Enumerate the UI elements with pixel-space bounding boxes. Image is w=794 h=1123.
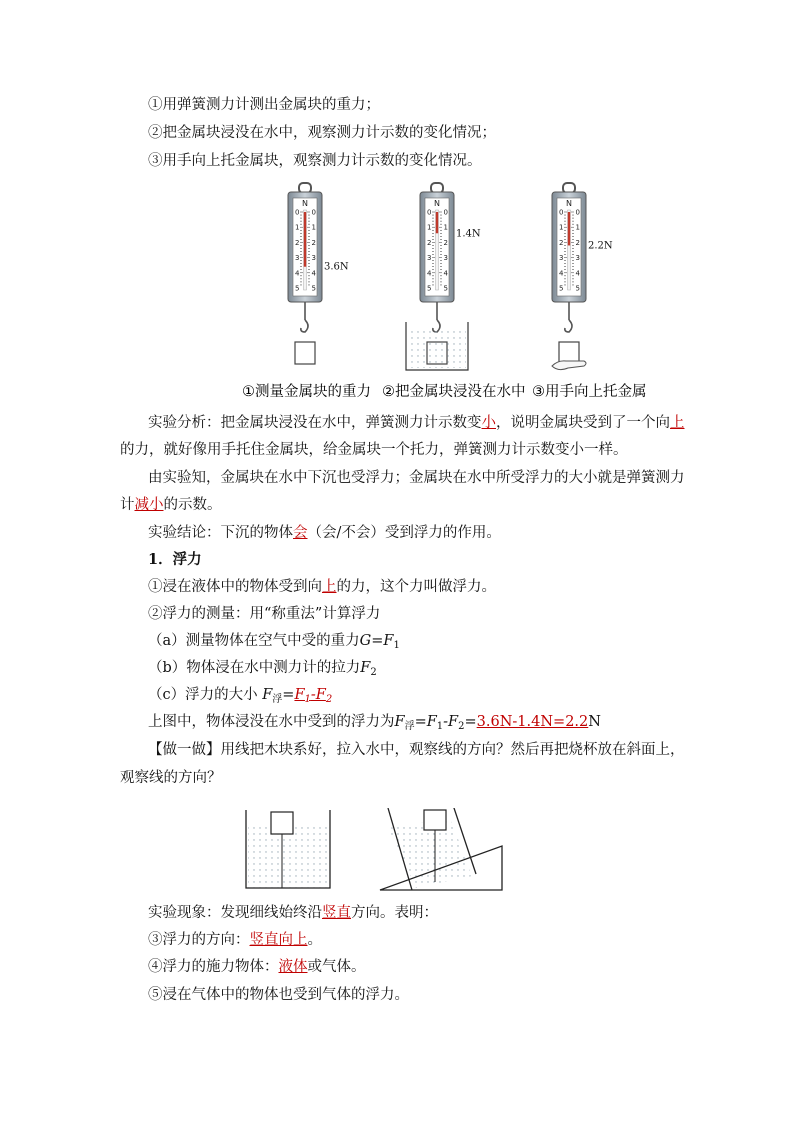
formula-subscript: 1 [304, 694, 311, 705]
tick-label: 5 [295, 284, 300, 293]
formula-subscript: 1 [436, 721, 444, 732]
formula: = [464, 714, 477, 730]
answer-blank: 上 [670, 415, 685, 431]
analysis-line-4 [120, 495, 676, 515]
analysis-line-1 [148, 413, 685, 433]
tick-label: 5 [443, 284, 448, 293]
tick-label: 1 [575, 223, 580, 232]
formula-subscript: 1 [393, 640, 400, 651]
wood-block [271, 812, 293, 834]
formula: N [588, 714, 601, 730]
tick-label: 4 [443, 269, 448, 278]
caption-3: ③用手向上托金属 [532, 384, 647, 400]
tick-label: 4 [575, 269, 580, 278]
phenomenon-text: 或气体。 [307, 959, 366, 975]
tick-label: 2 [575, 238, 580, 247]
tick-label: 0 [427, 208, 432, 217]
measure-text: （c）浮力的大小 [148, 687, 263, 703]
tick-label: 2 [311, 238, 316, 247]
beaker-tilted [380, 808, 502, 890]
metal-block [295, 342, 315, 364]
analysis-line-3: 由实验知，金属块在水中下沉也受浮力；金属块在水中所受浮力的大小就是弹簧测力 [148, 470, 685, 486]
answer-blank: 竖直向上 [249, 932, 308, 948]
step-3: ③用手向上托金属块，观察测力计示数的变化情况。 [148, 153, 482, 169]
water-fill [408, 330, 466, 368]
measure-b [148, 658, 676, 683]
answer-blank: 液体 [278, 959, 308, 975]
formula-subscript: 2 [325, 694, 333, 705]
answer-blank: 小 [481, 415, 496, 431]
formula: F [262, 687, 273, 703]
spring-scale-1 [288, 183, 349, 364]
formula-subscript: 2 [370, 667, 377, 678]
spring-scale-3 [552, 183, 613, 370]
unit-label: N [566, 199, 572, 208]
tick-label: 0 [311, 208, 316, 217]
formula-subscript: 2 [458, 721, 465, 732]
formula-subscript: 浮 [272, 694, 283, 705]
source-line [148, 957, 676, 977]
formula-subscript: 浮 [404, 721, 415, 732]
answer-blank: 上 [322, 579, 337, 595]
tick-label: 2 [427, 238, 432, 247]
tick-label: 1 [559, 223, 564, 232]
wood-block [424, 810, 446, 830]
water-fill [248, 826, 328, 888]
tick-label: 5 [311, 284, 316, 293]
hook-icon [301, 320, 308, 332]
indicator-bar [568, 212, 570, 245]
answer-blank: 减小 [134, 497, 164, 513]
answer-blank: 会 [293, 525, 308, 541]
measure-text: （b）物体浸在水中测力计的拉力 [148, 660, 361, 676]
phenomenon-text: 。 [307, 932, 322, 948]
caption-2: ②把金属块浸没在水中 [382, 384, 526, 400]
analysis-text: 实验分析：把金属块浸没在水中，弹簧测力计示数变 [148, 415, 482, 431]
formula: -F [443, 714, 459, 730]
calculation-line [148, 712, 676, 737]
tick-label: 2 [559, 238, 564, 247]
unit-label: N [302, 199, 308, 208]
caption-1: ①测量金属块的重力 [242, 384, 371, 400]
tick-label: 3 [295, 254, 300, 263]
answer-blank: 3.6N-1.4N=2.2 [476, 714, 589, 730]
beaker-upright [246, 810, 330, 888]
beaker-figure [240, 808, 510, 898]
section-heading: 1．浮力 [148, 551, 202, 568]
tick-label: 3 [427, 254, 432, 263]
definition-text: 的力，这个力叫做浮力。 [336, 579, 496, 595]
hook-icon [565, 320, 572, 332]
tick-label: 4 [295, 269, 300, 278]
direction-line [148, 930, 676, 950]
hand-icon [552, 361, 586, 370]
conclusion-line [148, 523, 676, 543]
measure-a [148, 631, 676, 656]
tick-label: 3 [559, 254, 564, 263]
tick-label: 2 [295, 238, 300, 247]
tick-label: 0 [295, 208, 300, 217]
reading-label: 3.6N [324, 261, 349, 273]
reading-label: 2.2N [588, 240, 613, 252]
tick-label: 1 [311, 223, 316, 232]
formula: -F [310, 687, 326, 703]
definition-line [148, 577, 676, 597]
tick-label: 2 [443, 238, 448, 247]
reading-label: 1.4N [456, 228, 481, 240]
spring-scale-2 [406, 183, 481, 370]
phenomenon-text: ④浮力的施力物体： [148, 959, 279, 975]
spring-scale-figure [230, 180, 690, 400]
tick-label: 0 [443, 208, 448, 217]
tick-label: 3 [443, 254, 448, 263]
tick-label: 3 [311, 254, 316, 263]
formula: F [360, 660, 371, 676]
measure-text: （a）测量物体在空气中受的重力 [148, 633, 360, 649]
answer-blank [294, 687, 332, 703]
formula: F [394, 714, 405, 730]
step-2: ②把金属块浸没在水中，观察测力计示数的变化情况； [148, 125, 496, 141]
unit-label: N [434, 199, 440, 208]
formula: G=F [359, 633, 394, 649]
phenomenon-text: 方向。表明： [351, 905, 438, 921]
tick-label: 1 [427, 223, 432, 232]
calc-text: 上图中，物体浸没在水中受到的浮力为 [148, 714, 395, 730]
definition-text: ①浸在液体中的物体受到向 [148, 579, 322, 595]
analysis-text: ，说明金属块受到了一个向 [496, 415, 670, 431]
tick-label: 0 [559, 208, 564, 217]
tick-label: 0 [575, 208, 580, 217]
captions [242, 383, 647, 400]
try-line-2: 观察线的方向？ [120, 770, 222, 786]
formula: = [282, 687, 295, 703]
measure-c [148, 685, 676, 710]
phenomenon-text: ③浮力的方向： [148, 932, 250, 948]
phenomenon-line [148, 903, 676, 923]
phenomenon-text: 实验现象：发现细线始终沿 [148, 905, 322, 921]
conclusion-text: 实验结论：下沉的物体 [148, 525, 293, 541]
analysis-text: 的示数。 [163, 497, 222, 513]
tick-label: 5 [575, 284, 580, 293]
formula: =F [414, 714, 437, 730]
tick-label: 1 [443, 223, 448, 232]
answer-blank: 竖直 [322, 905, 351, 921]
tick-label: 3 [575, 254, 580, 263]
tick-label: 4 [559, 269, 564, 278]
step-1: ①用弹簧测力计测出金属块的重力； [148, 97, 380, 113]
tick-label: 1 [295, 223, 300, 232]
try-line-1: 【做一做】用线把木块系好，拉入水中，观察线的方向？然后再把烧杯放在斜面上， [148, 742, 685, 758]
conclusion-text: （会/不会）受到浮力的作用。 [307, 525, 501, 541]
tick-label: 4 [427, 269, 432, 278]
analysis-text: 计 [120, 497, 135, 513]
tick-label: 4 [311, 269, 316, 278]
gas-buoyancy-line: ⑤浸在气体中的物体也受到气体的浮力。 [148, 987, 409, 1003]
tick-label: 5 [559, 284, 564, 293]
tick-label: 5 [427, 284, 432, 293]
analysis-line-2: 的力，就好像用手托住金属块，给金属块一个托力，弹簧测力计示数变小一样。 [120, 442, 628, 458]
measure-method: ②浮力的测量：用“称重法”计算浮力 [148, 606, 381, 622]
indicator-bar [436, 212, 438, 233]
indicator-bar [304, 212, 306, 267]
formula: F [294, 687, 305, 703]
